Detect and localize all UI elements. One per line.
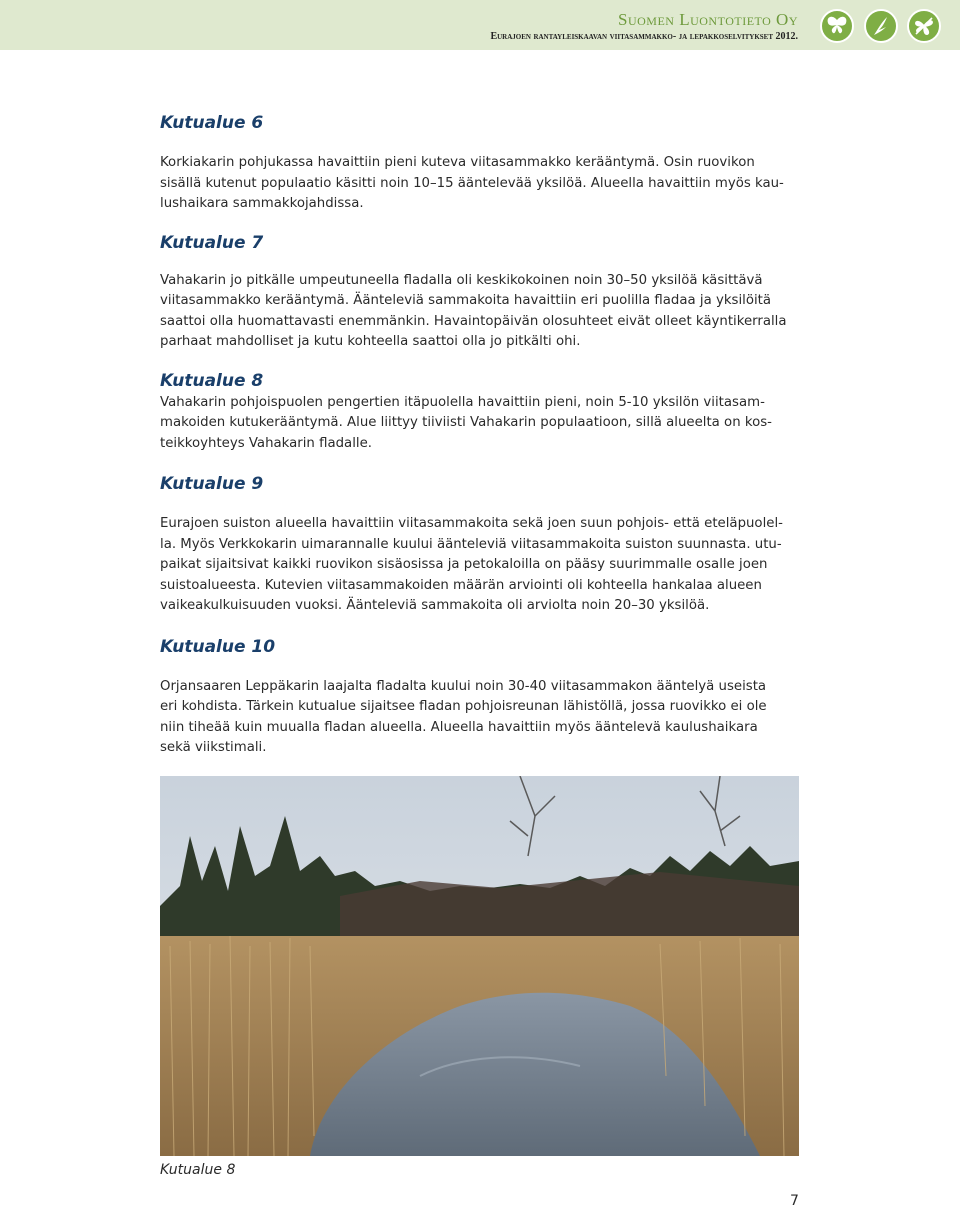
section-body-9	[160, 514, 800, 617]
text-line: sisällä kutenut populaatio käsitti noin 10–15 ääntelevää yksilöä. Alueella havaittiin myös kau-	[160, 175, 784, 191]
text-line: teikkoyhteys Vahakarin fladalle.	[160, 435, 372, 451]
section-heading-8: Kutualue 8	[160, 370, 264, 391]
text-line: niin tiheää kuin muualla fladan alueella. Alueella havaittiin myös ääntelevä kaulushaikara	[160, 719, 758, 735]
dragonfly-icon	[907, 9, 941, 43]
section-body-6	[160, 153, 800, 215]
text-line: viitasammakko kerääntymä. Äänteleviä sammakoita havaittiin eri puolilla fladaa ja yksilöitä	[160, 293, 772, 308]
text-line: la. Myös Verkkokarin uimarannalle kuului äänteleviä viitasammakoita suiston suunnasta. utu-	[160, 536, 782, 552]
section-heading-6: Kutualue 6	[160, 113, 264, 133]
reed-marsh-photo	[160, 776, 799, 1156]
section-heading-9: Kutualue 9	[160, 474, 264, 494]
section-body-10	[160, 677, 800, 759]
section-heading-10: Kutualue 10	[160, 636, 276, 657]
text-line: eri kohdista. Tärkein kutualue sijaitsee fladan pohjoisreunan lähistöllä, jossa ruovikko ei ole	[160, 699, 767, 714]
text-line: suistoalueesta. Kutevien viitasammakoiden määrän arviointi oli kohteella hankalaa alueen	[160, 577, 762, 593]
text-line: lushaikara sammakkojahdissa.	[160, 196, 364, 211]
text-line: Korkiakarin pohjukassa havaittiin pieni kuteva viitasammakko kerääntymä. Osin ruovikon	[160, 155, 755, 170]
text-line: paikat sijaitsivat kaikki ruovikon sisäosissa ja petokaloilla on pääsy suurimmalle osalle joen	[160, 557, 768, 572]
section-body-8	[160, 393, 800, 455]
header-bar	[0, 0, 960, 50]
text-content	[160, 113, 800, 759]
text-line: parhaat mahdolliset ja kutu kohteella saattoi olla jo pitkälti ohi.	[160, 334, 581, 349]
butterfly-icon	[820, 9, 854, 43]
page-number: 7	[790, 1193, 799, 1209]
header-subtitle: Eurajoen rantayleiskaavan viitasammakko- ja lepakkoselvitykset 2012.	[490, 31, 798, 42]
text-line: Orjansaaren Leppäkarin laajalta fladalta kuului noin 30-40 viitasammakon ääntelyä useista	[160, 678, 767, 694]
section-body-7	[160, 271, 800, 353]
section-heading-7: Kutualue 7	[160, 232, 264, 253]
bird-icon	[864, 9, 898, 43]
text-line: sekä viikstimali.	[160, 740, 267, 755]
photo-caption: Kutualue 8	[160, 1162, 236, 1178]
text-line: makoiden kutukerääntymä. Alue liittyy tiiviisti Vahakarin populaatioon, sillä alueelta on kos-	[160, 415, 772, 430]
text-line: Vahakarin jo pitkälle umpeutuneella fladalla oli keskikokoinen noin 30–50 yksilöä käsittävä	[160, 272, 763, 288]
header-title: Suomen Luontotieto Oy	[618, 10, 798, 29]
text-line: Vahakarin pohjoispuolen pengertien itäpuolella havaittiin pieni, noin 5-10 yksilön viitasam-	[160, 394, 765, 410]
text-line: Eurajoen suiston alueella havaittiin viitasammakoita sekä joen suun pohjois- että eteläpuolel-	[160, 516, 783, 531]
text-line: vaikeakulkuisuuden vuoksi. Äänteleviä sammakoita oli arviolta noin 20–30 yksilöä.	[160, 598, 710, 613]
text-line: saattoi olla huomattavasti enemmänkin. Havaintopäivän olosuhteet eivät olleet käyntikerralla	[160, 313, 787, 329]
